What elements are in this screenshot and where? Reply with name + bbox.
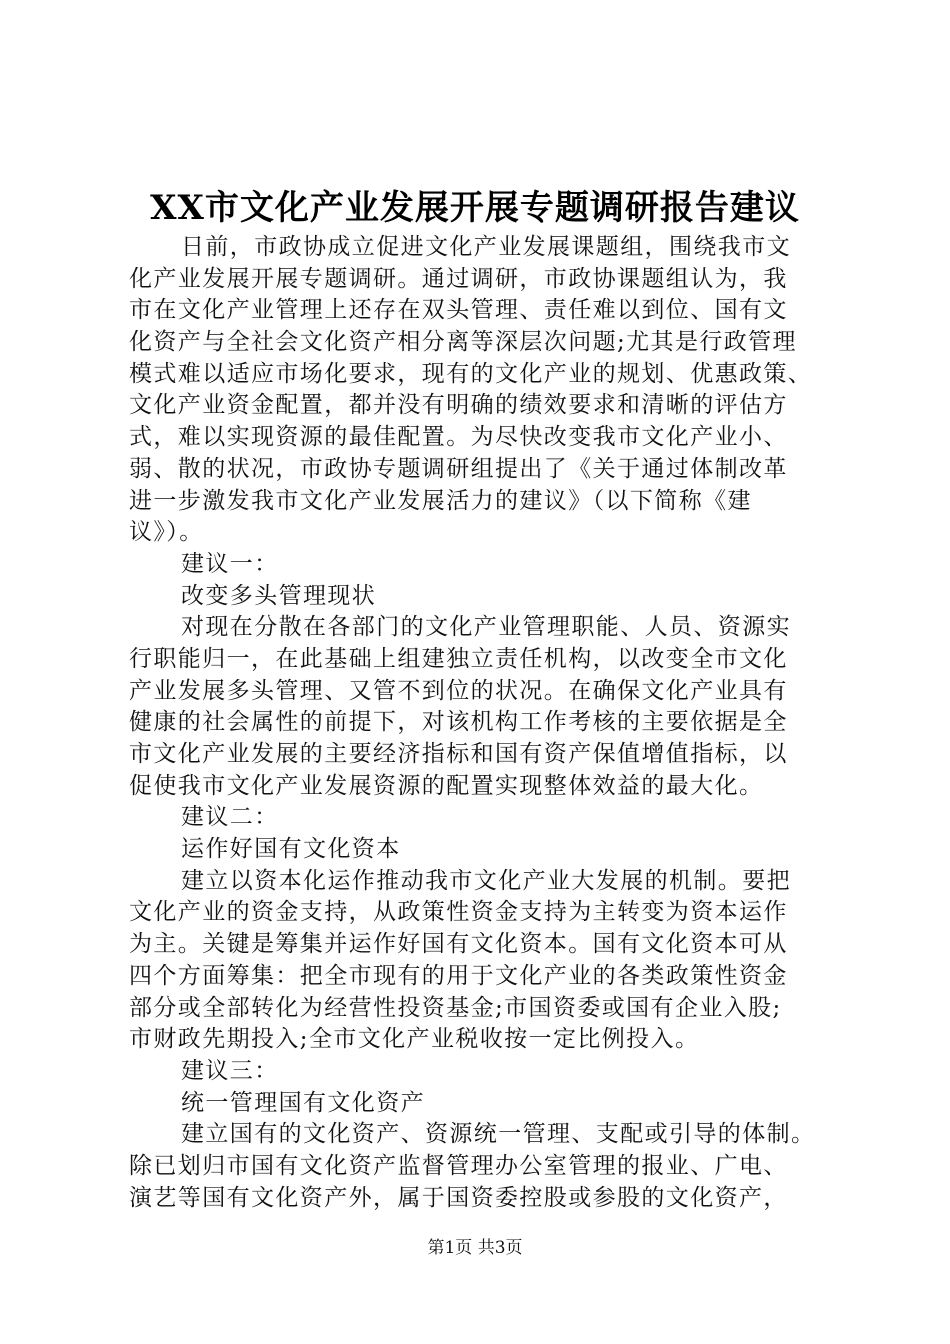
section-heading: 建议三： xyxy=(181,1057,279,1084)
body-line: 健康的社会属性的前提下，对该机构工作考核的主要依据是全 xyxy=(129,709,788,736)
section-subheading: 运作好国有文化资本 xyxy=(181,836,401,863)
body-line: 四个方面筹集：把全市现有的用于文化产业的各类政策性资金 xyxy=(129,962,788,989)
section-heading: 建议二： xyxy=(181,804,279,831)
body-line: 式，难以实现资源的最佳配置。为尽快改变我市文化产业小、 xyxy=(129,424,788,451)
body-line: 建立以资本化运作推动我市文化产业大发展的机制。要把 xyxy=(181,867,791,894)
body-line: 市文化产业发展的主要经济指标和国有资产保值增值指标，以 xyxy=(129,741,788,767)
body-line: 日前，市政协成立促进文化产业发展课题组，围绕我市文 xyxy=(181,234,791,260)
section-subheading: 改变多头管理现状 xyxy=(181,582,377,609)
body-line: 产业发展多头管理、又管不到位的状况。在确保文化产业具有 xyxy=(129,677,788,704)
body-line: 文化产业的资金支持，从政策性资金支持为主转变为资本运作 xyxy=(129,899,788,926)
body-line: 市在文化产业管理上还存在双头管理、责任难以到位、国有文 xyxy=(129,297,788,324)
body-line: 市财政先期投入;全市文化产业税收按一定比例投入。 xyxy=(129,1026,700,1053)
page-footer: 第1页 共3页 xyxy=(427,1238,523,1258)
section-subheading: 统一管理国有文化资产 xyxy=(181,1089,425,1116)
body-line: 模式难以适应市场化要求，现有的文化产业的规划、优惠政策、 xyxy=(129,360,813,387)
body-line: 文化产业资金配置，都并没有明确的绩效要求和清晰的评估方 xyxy=(129,392,788,419)
body-line: 为主。关键是筹集并运作好国有文化资本。国有文化资本可从 xyxy=(129,931,788,958)
body-line: 化资产与全社会文化资产相分离等深层次问题;尤其是行政管理 xyxy=(129,329,797,356)
body-line: 建立国有的文化资产、资源统一管理、支配或引导的体制。 xyxy=(181,1121,816,1148)
body-line: 演艺等国有文化资产外，属于国资委控股或参股的文化资产， xyxy=(129,1184,788,1211)
document-body xyxy=(129,232,857,1214)
body-line: 促使我市文化产业发展资源的配置实现整体效益的最大化。 xyxy=(129,772,764,799)
section-heading: 建议一： xyxy=(181,550,279,577)
body-line: 部分或全部转化为经营性投资基金;市国资委或国有企业入股; xyxy=(129,994,782,1021)
body-line: 弱、散的状况，市政协专题调研组提出了《关于通过体制改革 xyxy=(129,455,788,482)
body-line: 进一步激发我市文化产业发展活力的建议》（以下简称《建 xyxy=(129,487,752,514)
document-title: XX市文化产业发展开展专题调研报告建议 xyxy=(150,188,800,228)
body-line: 对现在分散在各部门的文化产业管理职能、人员、资源实 xyxy=(181,614,791,641)
body-line: 行职能归一，在此基础上组建独立责任机构，以改变全市文化 xyxy=(129,645,788,672)
body-line: 化产业发展开展专题调研。通过调研，市政协课题组认为，我 xyxy=(129,265,788,292)
body-line: 除已划归市国有文化资产监督管理办公室管理的报业、广电、 xyxy=(129,1152,788,1179)
body-line: 议》）。 xyxy=(129,519,204,546)
